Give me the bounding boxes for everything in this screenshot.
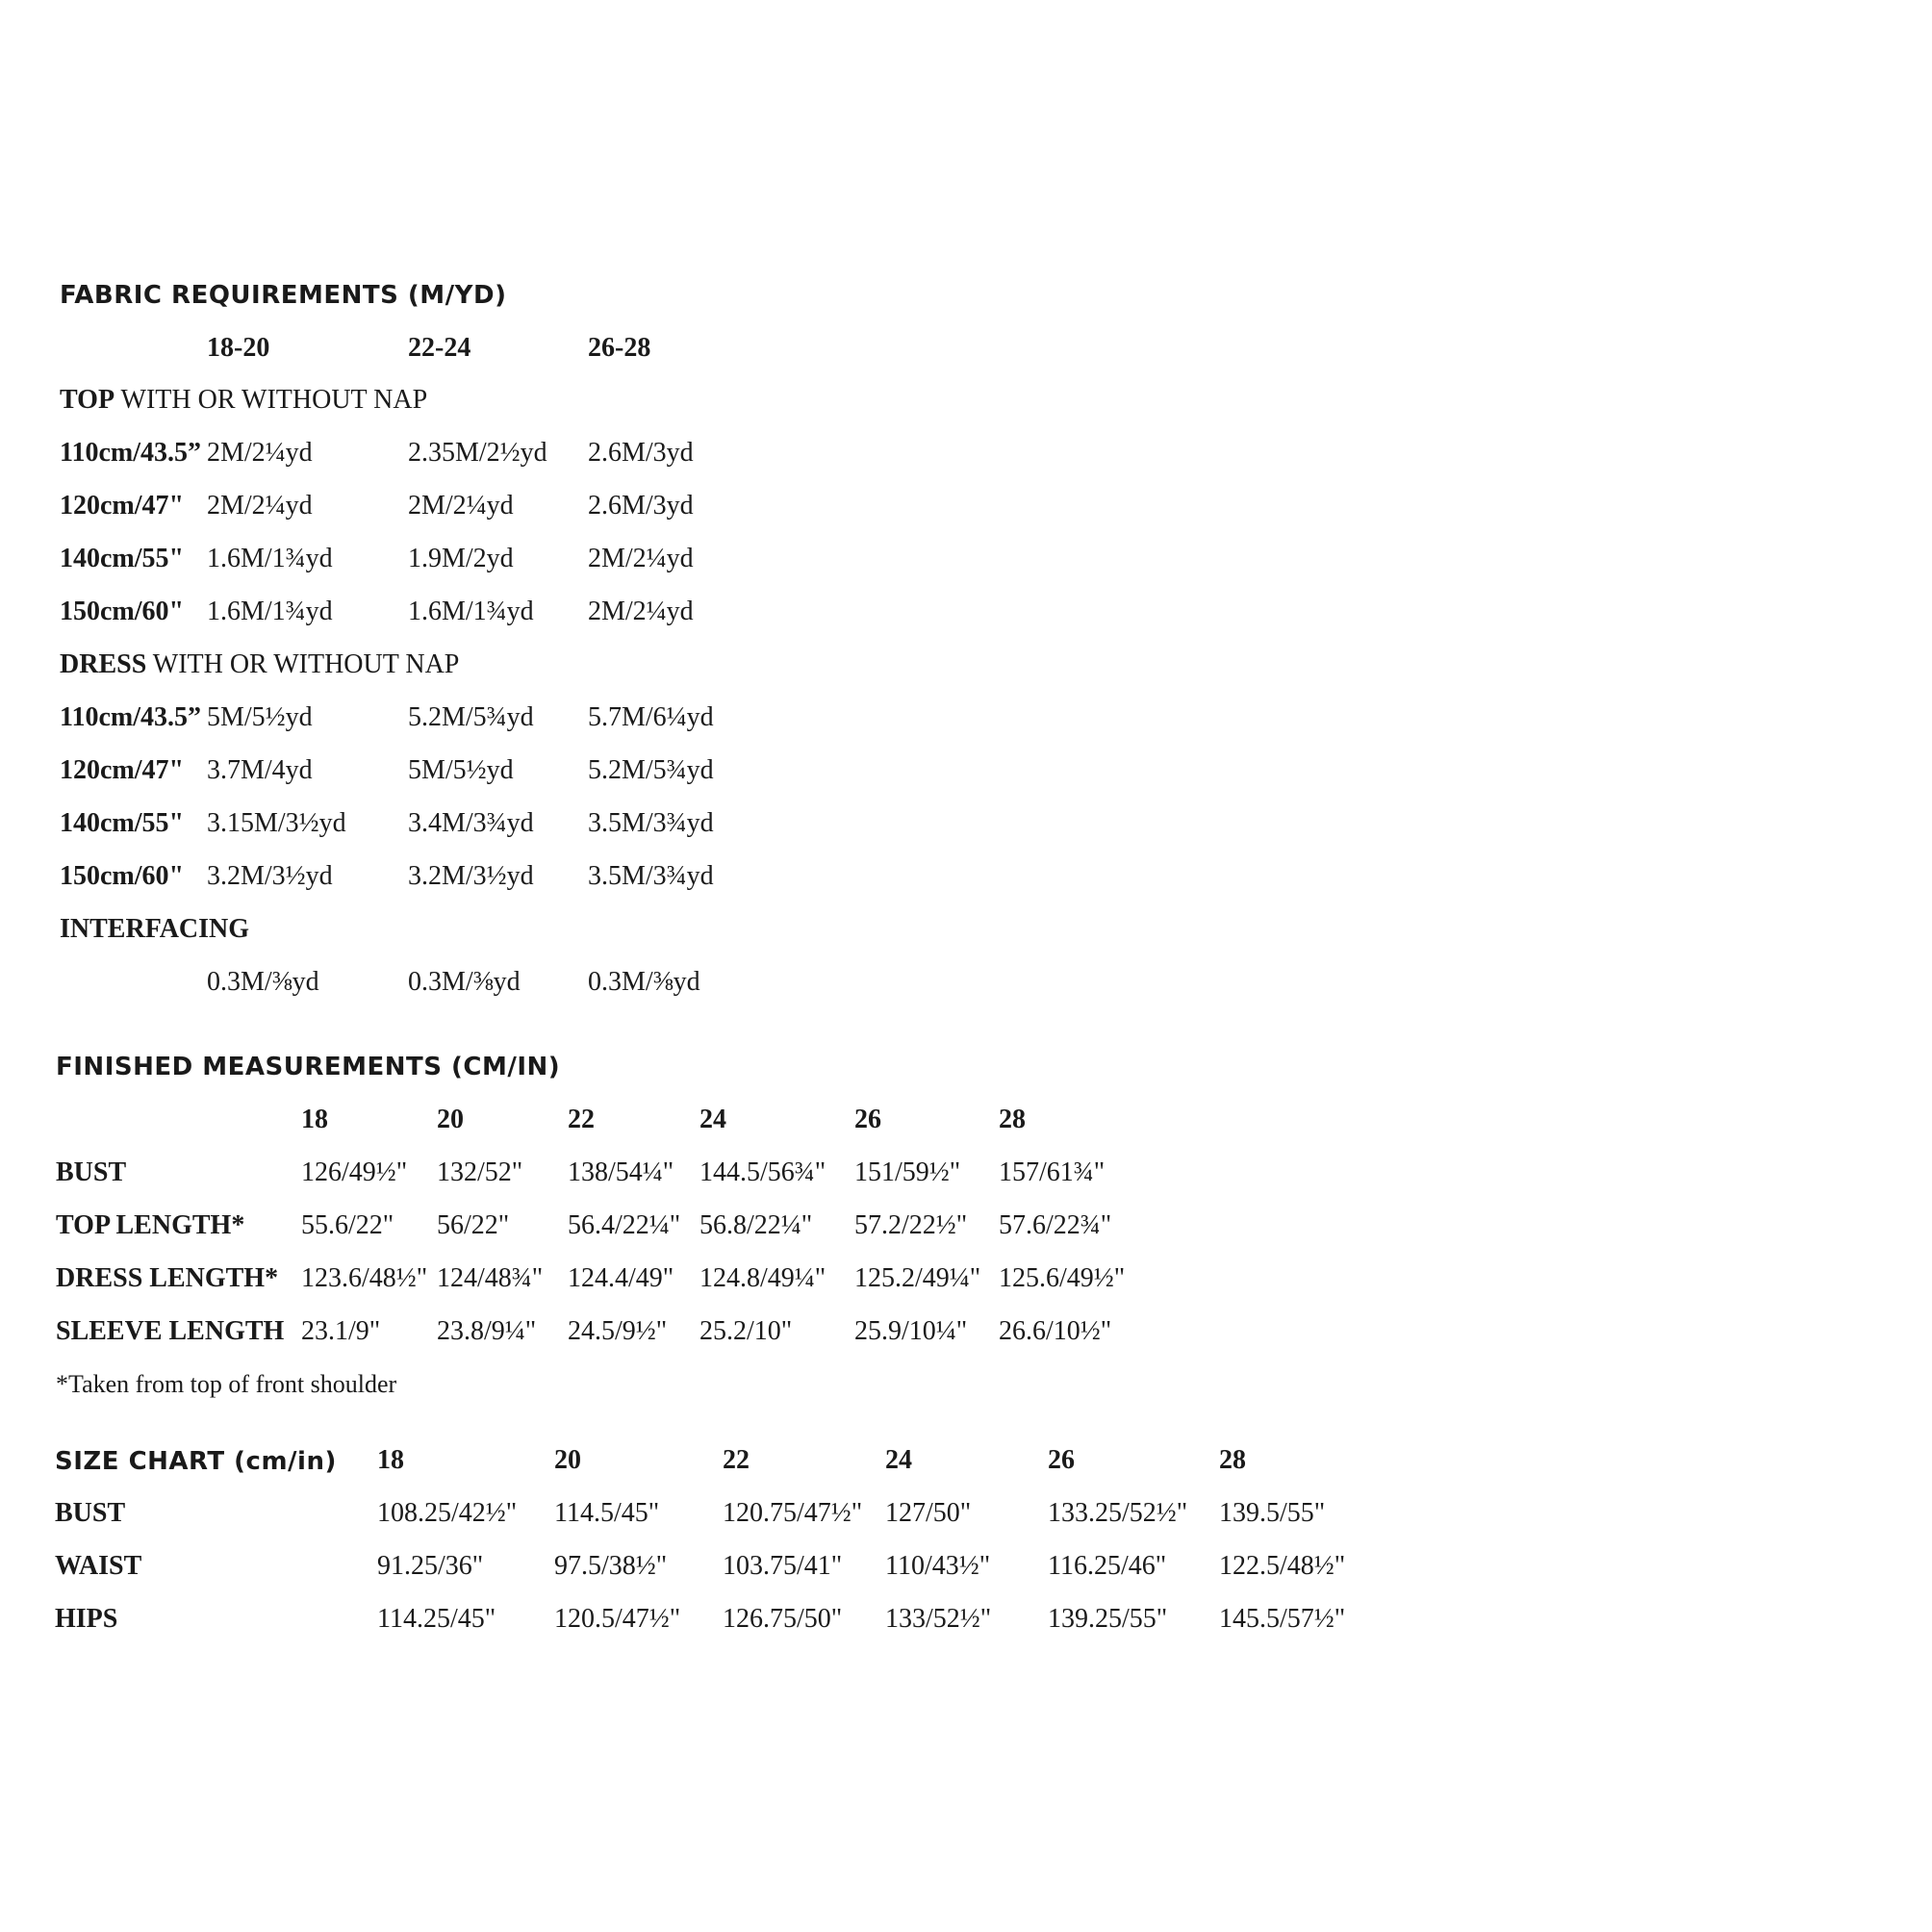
finished-value: 56/22" bbox=[437, 1210, 510, 1240]
finished-value: 157/61¾" bbox=[999, 1157, 1106, 1187]
finished-size-header: 28 bbox=[999, 1105, 1026, 1134]
interfacing-value: 0.3M/⅜yd bbox=[408, 967, 521, 997]
fabric-width-label: 120cm/47" bbox=[60, 491, 185, 521]
finished-value: 151/59½" bbox=[854, 1157, 961, 1187]
finished-size-header: 18 bbox=[301, 1105, 328, 1134]
fabric-value: 3.2M/3½yd bbox=[207, 861, 333, 891]
size-chart-value: 133.25/52½" bbox=[1048, 1498, 1188, 1528]
fabric-value: 3.2M/3½yd bbox=[408, 861, 534, 891]
finished-value: 25.9/10¼" bbox=[854, 1316, 968, 1346]
size-chart-value: 108.25/42½" bbox=[377, 1498, 518, 1528]
size-chart-value: 116.25/46" bbox=[1048, 1551, 1167, 1581]
finished-value: 126/49½" bbox=[301, 1157, 408, 1187]
dress-section-heading bbox=[60, 651, 459, 678]
finished-size-header: 20 bbox=[437, 1105, 464, 1134]
finished-measurements-title: FINISHED MEASUREMENTS (CM/IN) bbox=[56, 1053, 561, 1081]
fabric-value: 2.35M/2½yd bbox=[408, 438, 547, 468]
finished-value: 57.6/22¾" bbox=[999, 1210, 1112, 1240]
fabric-size-header: 18-20 bbox=[207, 333, 270, 363]
fabric-value: 1.6M/1¾yd bbox=[408, 597, 534, 626]
fabric-value: 5.2M/5¾yd bbox=[588, 755, 714, 785]
size-chart-size-header: 20 bbox=[554, 1445, 581, 1475]
size-chart-value: 127/50" bbox=[885, 1498, 972, 1528]
size-chart-row-label: HIPS bbox=[55, 1604, 118, 1634]
size-chart-value: 145.5/57½" bbox=[1219, 1604, 1346, 1634]
fabric-width-label: 150cm/60" bbox=[60, 597, 185, 626]
size-chart-row-label: WAIST bbox=[55, 1551, 142, 1581]
finished-value: 56.4/22¼" bbox=[568, 1210, 681, 1240]
fabric-width-label: 150cm/60" bbox=[60, 861, 185, 891]
size-chart-value: 91.25/36" bbox=[377, 1551, 484, 1581]
fabric-value: 5M/5½yd bbox=[207, 702, 313, 732]
finished-size-header: 26 bbox=[854, 1105, 881, 1134]
fabric-value: 1.6M/1¾yd bbox=[207, 544, 333, 573]
finished-value: 24.5/9½" bbox=[568, 1316, 668, 1346]
fabric-value: 3.4M/3¾yd bbox=[408, 808, 534, 838]
fabric-value: 1.6M/1¾yd bbox=[207, 597, 333, 626]
size-chart-size-header: 24 bbox=[885, 1445, 912, 1475]
size-chart-value: 133/52½" bbox=[885, 1604, 992, 1634]
fabric-value: 3.7M/4yd bbox=[207, 755, 313, 785]
fabric-value: 5.2M/5¾yd bbox=[408, 702, 534, 732]
interfacing-value: 0.3M/⅜yd bbox=[588, 967, 700, 997]
size-chart-value: 120.5/47½" bbox=[554, 1604, 681, 1634]
finished-value: 23.8/9¼" bbox=[437, 1316, 537, 1346]
interfacing-value: 0.3M/⅜yd bbox=[207, 967, 319, 997]
fabric-value: 2.6M/3yd bbox=[588, 438, 694, 468]
finished-value: 25.2/10" bbox=[699, 1316, 793, 1346]
size-chart-value: 139.5/55" bbox=[1219, 1498, 1326, 1528]
size-chart-title: SIZE CHART (cm/in) bbox=[55, 1447, 337, 1476]
size-chart-value: 114.25/45" bbox=[377, 1604, 496, 1634]
fabric-value: 2M/2¼yd bbox=[408, 491, 514, 521]
finished-row-label: TOP LENGTH* bbox=[56, 1210, 245, 1240]
fabric-size-header: 26-28 bbox=[588, 333, 651, 363]
size-chart-size-header: 26 bbox=[1048, 1445, 1075, 1475]
size-chart-value: 126.75/50" bbox=[723, 1604, 843, 1634]
fabric-value: 2M/2¼yd bbox=[588, 544, 694, 573]
top-section-heading bbox=[60, 387, 427, 414]
finished-row-label: DRESS LENGTH* bbox=[56, 1263, 279, 1293]
dress-nap-label: WITH OR WITHOUT NAP bbox=[146, 649, 460, 679]
fabric-value: 2M/2¼yd bbox=[207, 438, 313, 468]
finished-value: 138/54¼" bbox=[568, 1157, 674, 1187]
size-chart-value: 103.75/41" bbox=[723, 1551, 843, 1581]
finished-value: 132/52" bbox=[437, 1157, 523, 1187]
footnote: *Taken from top of front shoulder bbox=[56, 1370, 397, 1398]
finished-value: 55.6/22" bbox=[301, 1210, 394, 1240]
size-chart-value: 97.5/38½" bbox=[554, 1551, 668, 1581]
fabric-requirements-title: FABRIC REQUIREMENTS (M/YD) bbox=[60, 281, 507, 310]
finished-size-header: 24 bbox=[699, 1105, 726, 1134]
size-chart-value: 139.25/55" bbox=[1048, 1604, 1168, 1634]
finished-value: 57.2/22½" bbox=[854, 1210, 968, 1240]
fabric-width-label: 110cm/43.5” bbox=[60, 702, 201, 732]
finished-value: 124/48¾" bbox=[437, 1263, 544, 1293]
fabric-value: 2M/2¼yd bbox=[588, 597, 694, 626]
top-label: TOP bbox=[60, 385, 115, 415]
size-chart-size-header: 18 bbox=[377, 1445, 404, 1475]
fabric-value: 3.15M/3½yd bbox=[207, 808, 346, 838]
fabric-width-label: 140cm/55" bbox=[60, 544, 185, 573]
finished-size-header: 22 bbox=[568, 1105, 595, 1134]
fabric-width-label: 140cm/55" bbox=[60, 808, 185, 838]
fabric-value: 5M/5½yd bbox=[408, 755, 514, 785]
finished-value: 124.4/49" bbox=[568, 1263, 674, 1293]
finished-value: 123.6/48½" bbox=[301, 1263, 428, 1293]
finished-value: 56.8/22¼" bbox=[699, 1210, 813, 1240]
fabric-value: 2M/2¼yd bbox=[207, 491, 313, 521]
top-nap-label: WITH OR WITHOUT NAP bbox=[114, 385, 428, 415]
size-chart-size-header: 28 bbox=[1219, 1445, 1246, 1475]
size-chart-value: 120.75/47½" bbox=[723, 1498, 863, 1528]
size-chart-row-label: BUST bbox=[55, 1498, 126, 1528]
size-chart-value: 114.5/45" bbox=[554, 1498, 660, 1528]
size-chart-value: 110/43½" bbox=[885, 1551, 991, 1581]
finished-value: 23.1/9" bbox=[301, 1316, 381, 1346]
fabric-value: 3.5M/3¾yd bbox=[588, 808, 714, 838]
dress-label: DRESS bbox=[60, 649, 147, 679]
finished-value: 124.8/49¼" bbox=[699, 1263, 826, 1293]
fabric-value: 5.7M/6¼yd bbox=[588, 702, 714, 732]
interfacing-heading: INTERFACING bbox=[60, 914, 250, 944]
finished-value: 125.2/49¼" bbox=[854, 1263, 981, 1293]
finished-row-label: BUST bbox=[56, 1157, 127, 1187]
finished-value: 125.6/49½" bbox=[999, 1263, 1126, 1293]
fabric-width-label: 110cm/43.5” bbox=[60, 438, 201, 468]
finished-row-label: SLEEVE LENGTH bbox=[56, 1316, 285, 1346]
finished-value: 26.6/10½" bbox=[999, 1316, 1112, 1346]
fabric-width-label: 120cm/47" bbox=[60, 755, 185, 785]
fabric-value: 3.5M/3¾yd bbox=[588, 861, 714, 891]
fabric-size-header: 22-24 bbox=[408, 333, 471, 363]
finished-value: 144.5/56¾" bbox=[699, 1157, 826, 1187]
fabric-value: 2.6M/3yd bbox=[588, 491, 694, 521]
size-chart-value: 122.5/48½" bbox=[1219, 1551, 1346, 1581]
fabric-value: 1.9M/2yd bbox=[408, 544, 514, 573]
size-chart-size-header: 22 bbox=[723, 1445, 750, 1475]
